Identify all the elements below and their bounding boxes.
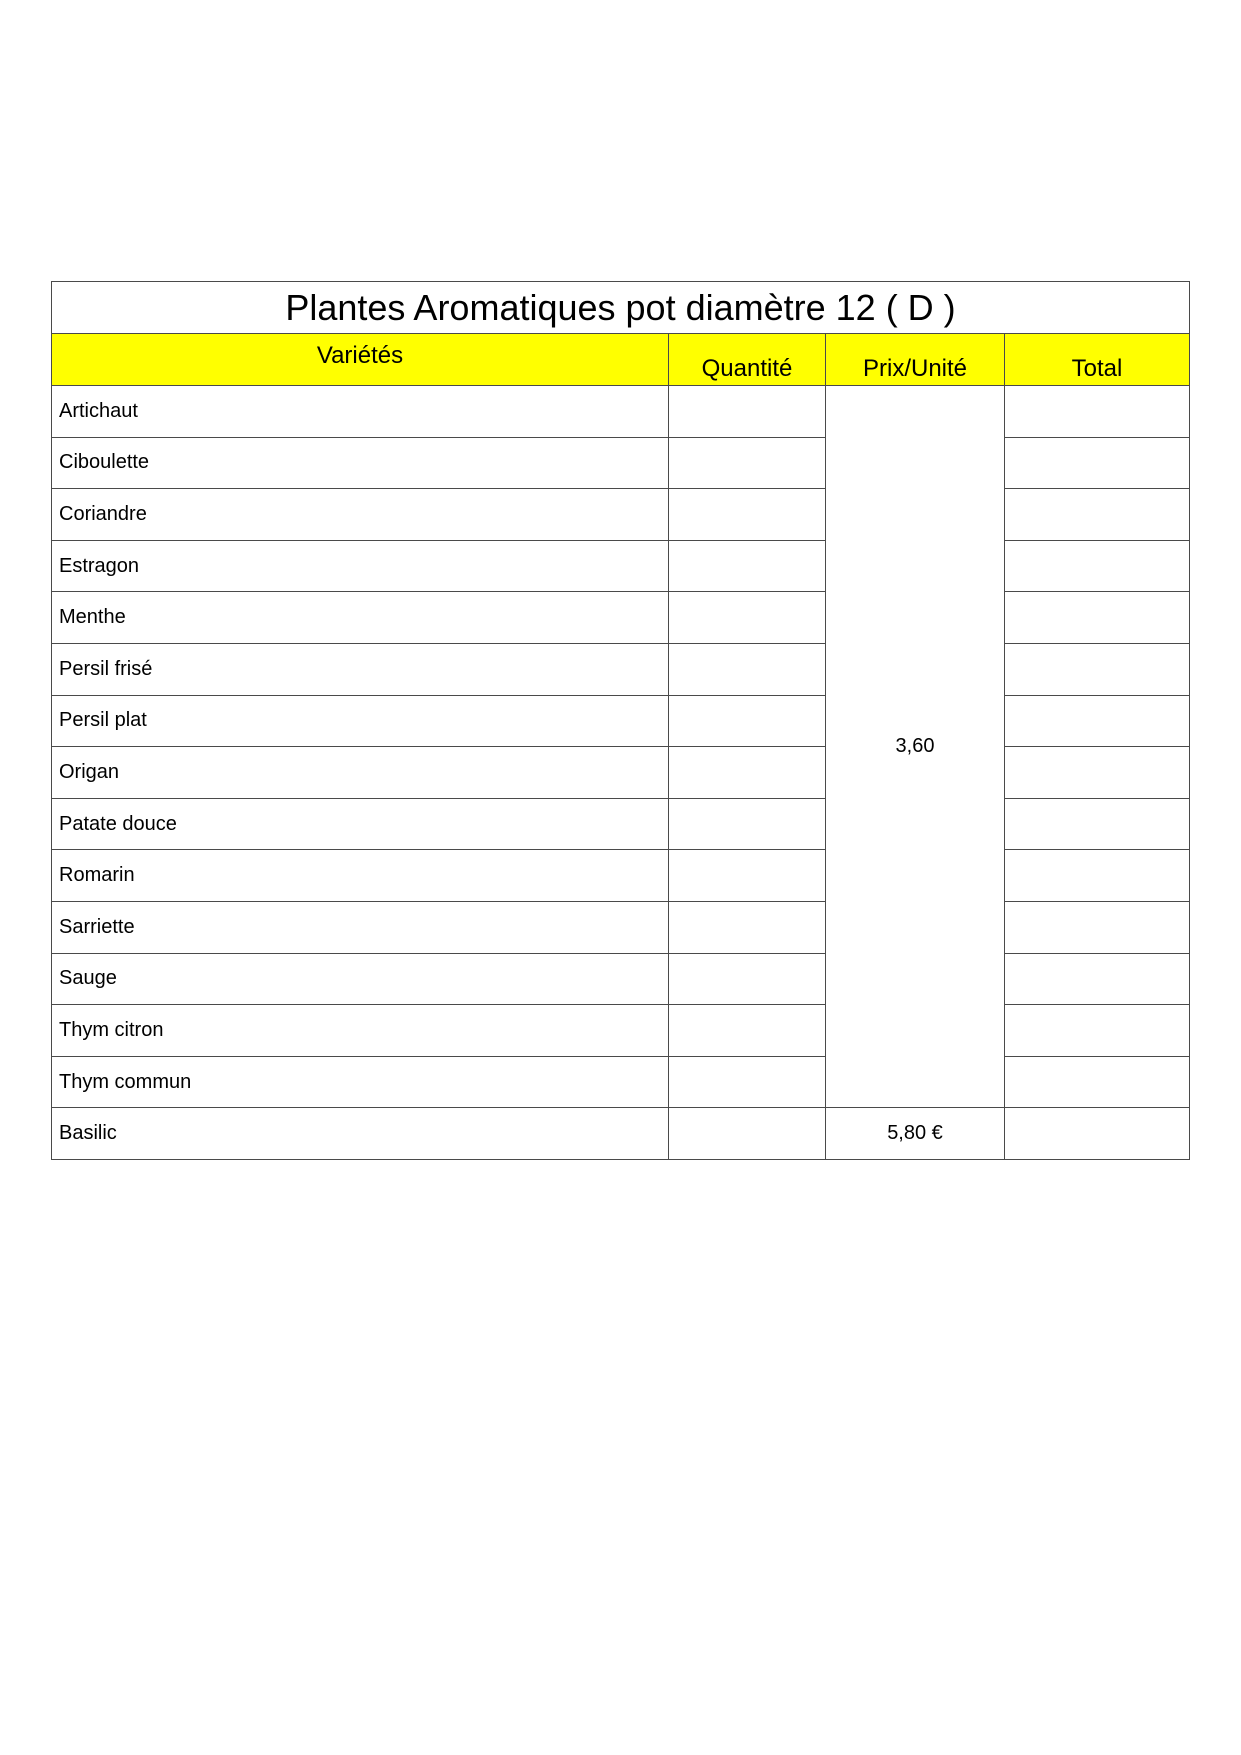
table-row xyxy=(52,437,1190,489)
total-cell[interactable] xyxy=(1005,850,1190,902)
variety-name: Coriandre xyxy=(52,489,669,541)
total-cell[interactable] xyxy=(1005,695,1190,747)
variety-name: Basilic xyxy=(52,1108,669,1160)
total-cell[interactable] xyxy=(1005,489,1190,541)
quantity-cell[interactable] xyxy=(669,643,826,695)
variety-name: Thym commun xyxy=(52,1056,669,1108)
total-cell[interactable] xyxy=(1005,953,1190,1005)
table-row xyxy=(52,901,1190,953)
header-row xyxy=(52,334,1190,386)
total-cell[interactable] xyxy=(1005,1056,1190,1108)
shared-unit-price: 3,60 xyxy=(826,386,1005,1108)
table-row xyxy=(52,850,1190,902)
variety-name: Origan xyxy=(52,747,669,799)
header-quantity: Quantité xyxy=(669,334,826,386)
total-cell[interactable] xyxy=(1005,540,1190,592)
table-row xyxy=(52,592,1190,644)
table-row xyxy=(52,489,1190,541)
table-row xyxy=(52,386,1190,438)
variety-name: Persil plat xyxy=(52,695,669,747)
quantity-cell[interactable] xyxy=(669,386,826,438)
total-cell[interactable] xyxy=(1005,386,1190,438)
variety-name: Menthe xyxy=(52,592,669,644)
variety-name: Patate douce xyxy=(52,798,669,850)
variety-name: Artichaut xyxy=(52,386,669,438)
table-row xyxy=(52,953,1190,1005)
quantity-cell[interactable] xyxy=(669,695,826,747)
quantity-cell[interactable] xyxy=(669,850,826,902)
table-row xyxy=(52,1056,1190,1108)
variety-name: Romarin xyxy=(52,850,669,902)
total-cell[interactable] xyxy=(1005,643,1190,695)
table-row xyxy=(52,643,1190,695)
variety-name: Sarriette xyxy=(52,901,669,953)
table-row xyxy=(52,747,1190,799)
order-table xyxy=(51,281,1190,1160)
quantity-cell[interactable] xyxy=(669,540,826,592)
quantity-cell[interactable] xyxy=(669,953,826,1005)
header-unit-price: Prix/Unité xyxy=(826,334,1005,386)
quantity-cell[interactable] xyxy=(669,1108,826,1160)
quantity-cell[interactable] xyxy=(669,747,826,799)
header-varieties: Variétés xyxy=(52,334,669,386)
table-row xyxy=(52,798,1190,850)
table-row xyxy=(52,695,1190,747)
table-row xyxy=(52,540,1190,592)
variety-name: Thym citron xyxy=(52,1005,669,1057)
quantity-cell[interactable] xyxy=(669,798,826,850)
variety-name: Ciboulette xyxy=(52,437,669,489)
total-cell[interactable] xyxy=(1005,901,1190,953)
table-row xyxy=(52,1108,1190,1160)
variety-name: Sauge xyxy=(52,953,669,1005)
total-cell[interactable] xyxy=(1005,1108,1190,1160)
quantity-cell[interactable] xyxy=(669,489,826,541)
quantity-cell[interactable] xyxy=(669,592,826,644)
total-cell[interactable] xyxy=(1005,1005,1190,1057)
total-cell[interactable] xyxy=(1005,747,1190,799)
quantity-cell[interactable] xyxy=(669,437,826,489)
total-cell[interactable] xyxy=(1005,592,1190,644)
unit-price: 5,80 € xyxy=(826,1108,1005,1160)
title-row xyxy=(52,282,1190,334)
quantity-cell[interactable] xyxy=(669,1056,826,1108)
total-cell[interactable] xyxy=(1005,437,1190,489)
total-cell[interactable] xyxy=(1005,798,1190,850)
header-total: Total xyxy=(1005,334,1190,386)
variety-name: Persil frisé xyxy=(52,643,669,695)
table-title: Plantes Aromatiques pot diamètre 12 ( D ) xyxy=(52,282,1190,334)
quantity-cell[interactable] xyxy=(669,901,826,953)
table-row xyxy=(52,1005,1190,1057)
variety-name: Estragon xyxy=(52,540,669,592)
quantity-cell[interactable] xyxy=(669,1005,826,1057)
